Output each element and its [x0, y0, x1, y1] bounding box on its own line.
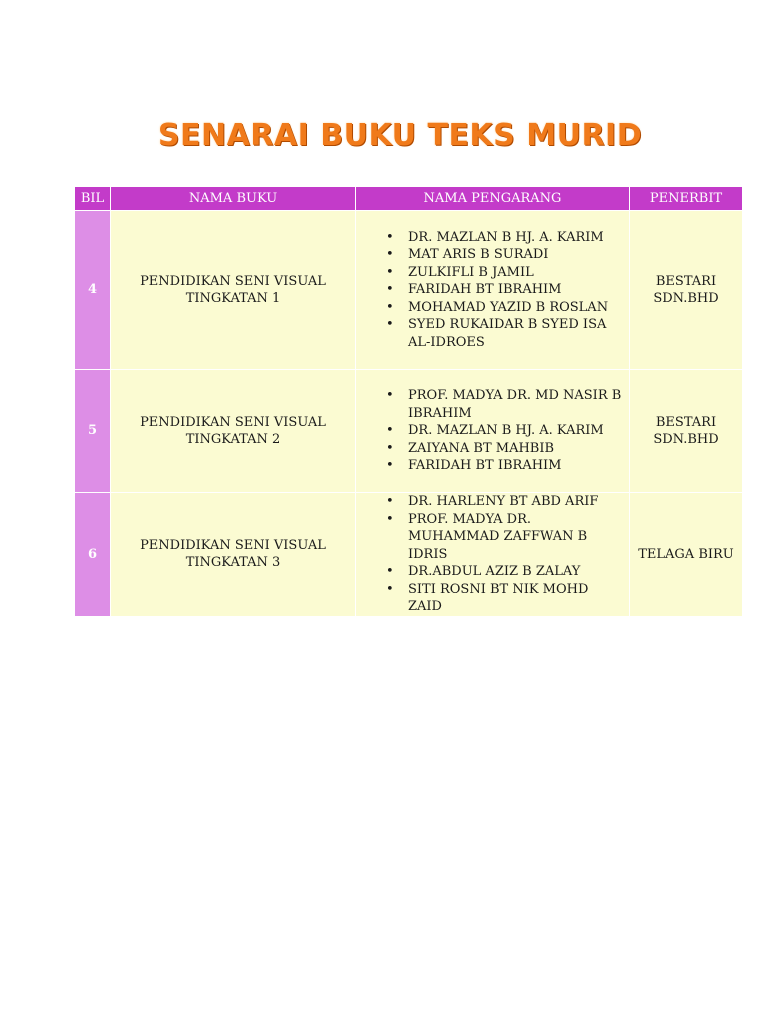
book-name-cell	[111, 211, 356, 370]
list-item: • ZULKIFLI B JAMIL	[408, 264, 625, 282]
table-row	[75, 493, 743, 617]
list-item: • DR.ABDUL AZIZ B ZALAY	[408, 563, 625, 581]
book-name-cell	[111, 370, 356, 493]
list-item: • PROF. MADYA DR. MD NASIR B IBRAHIM	[408, 387, 625, 422]
list-item: • DR. MAZLAN B HJ. A. KARIM	[408, 229, 625, 247]
header-nama-pengarang: NAMA PENGARANG	[356, 187, 630, 211]
header-penerbit: PENERBIT	[630, 187, 743, 211]
book-name-line: PENDIDIKAN SENI VISUAL	[140, 414, 326, 430]
list-item: • MOHAMAD YAZID B ROSLAN	[408, 299, 625, 317]
list-item: • ZAIYANA BT MAHBIB	[408, 440, 625, 458]
authors-cell	[356, 493, 630, 617]
list-item: • SYED RUKAIDAR B SYED ISA AL-IDROES	[408, 316, 625, 351]
header-bil: BIL	[75, 187, 111, 211]
author-list	[356, 387, 629, 475]
publisher-cell	[630, 370, 743, 493]
list-item: • SITI ROSNI BT NIK MOHD ZAID	[408, 581, 625, 616]
list-item: • PROF. MADYA DR. MUHAMMAD ZAFFWAN B IDRIS	[408, 511, 625, 564]
authors-cell	[356, 370, 630, 493]
book-name-line: TINGKATAN 3	[185, 555, 281, 571]
bil-cell: 6	[75, 493, 111, 617]
publisher-line: SDN.BHD	[653, 291, 719, 306]
publisher-line: TELAGA BIRU	[638, 546, 734, 562]
publisher-line: BESTARI	[655, 273, 717, 289]
authors-cell	[356, 211, 630, 370]
book-name-line: PENDIDIKAN SENI VISUAL	[140, 537, 326, 553]
header-nama-buku: NAMA BUKU	[111, 187, 356, 211]
publisher-line: SDN.BHD	[653, 432, 719, 447]
book-name-line: TINGKATAN 2	[185, 432, 281, 447]
author-list	[356, 229, 629, 352]
author-list	[356, 493, 629, 616]
table-header-row	[75, 187, 743, 211]
book-name-cell	[111, 493, 356, 617]
list-item: • DR. HARLENY BT ABD ARIF	[408, 493, 625, 511]
book-name-line: TINGKATAN 1	[185, 291, 281, 306]
list-item: • DR. MAZLAN B HJ. A. KARIM	[408, 422, 625, 440]
publisher-cell	[630, 211, 743, 370]
publisher-line: BESTARI	[655, 414, 717, 430]
list-item: • MAT ARIS B SURADI	[408, 246, 625, 264]
bil-cell: 5	[75, 370, 111, 493]
book-list-table	[74, 186, 743, 617]
publisher-cell	[630, 493, 743, 617]
bil-cell: 4	[75, 211, 111, 370]
table-row	[75, 211, 743, 370]
list-item: • FARIDAH BT IBRAHIM	[408, 281, 625, 299]
page-title: SENARAI BUKU TEKS MURID	[157, 118, 643, 153]
table-row	[75, 370, 743, 493]
list-item: • FARIDAH BT IBRAHIM	[408, 457, 625, 475]
book-name-line: PENDIDIKAN SENI VISUAL	[140, 273, 326, 289]
